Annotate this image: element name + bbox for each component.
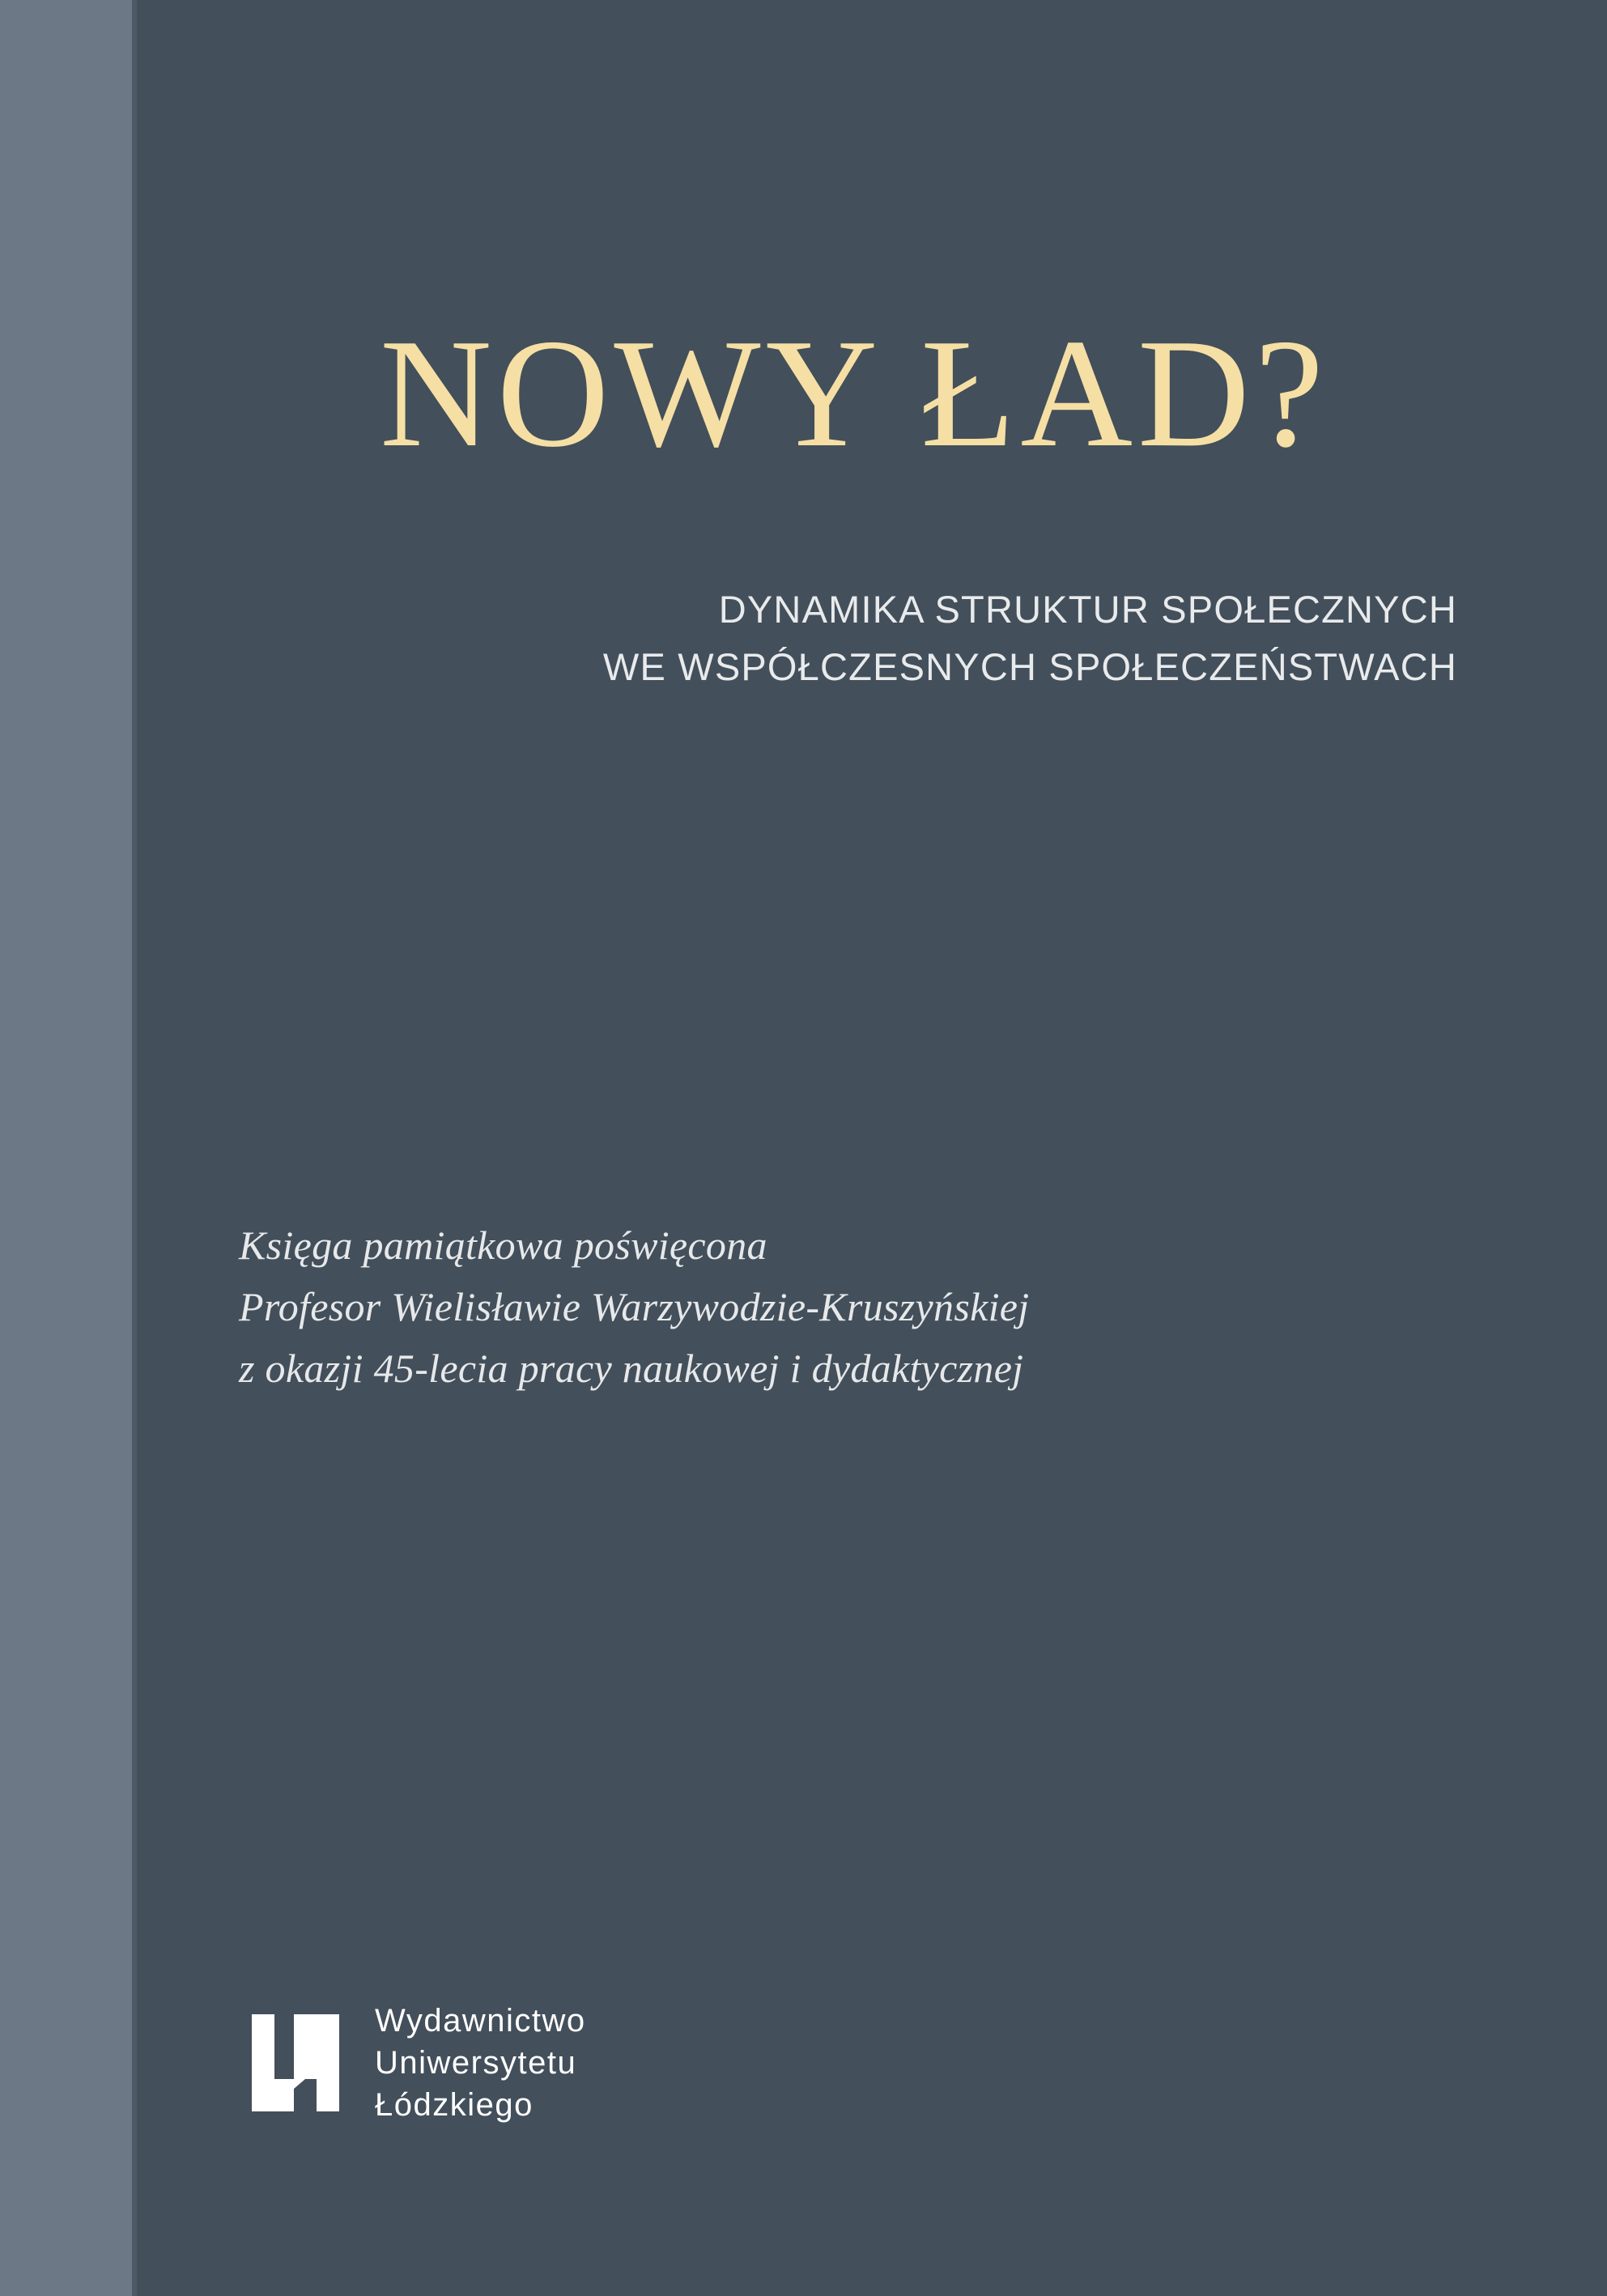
publisher-name bbox=[375, 2000, 586, 2126]
subtitle-line-1: DYNAMIKA STRUKTUR SPOŁECZNYCH bbox=[718, 588, 1457, 631]
dedication-line-1: Księga pamiątkowa poświęcona bbox=[239, 1222, 767, 1268]
subtitle-line-2: WE WSPÓŁCZESNYCH SPOŁECZEŃSTWACH bbox=[602, 644, 1457, 688]
dedication-line-3: z okazji 45-lecia pracy naukowej i dydaktycznej bbox=[239, 1346, 1024, 1391]
subtitle bbox=[243, 581, 1457, 695]
publisher-line-1: Wydawnictwo bbox=[375, 2003, 586, 2039]
dedication-line-2: Profesor Wielisławie Warzywodzie-Kruszyńskiej bbox=[239, 1284, 1030, 1329]
publisher-line-3: Łódzkiego bbox=[375, 2087, 534, 2123]
publisher-block bbox=[247, 2000, 586, 2126]
publisher-line-2: Uniwersytetu bbox=[375, 2045, 577, 2081]
dedication-text bbox=[239, 1214, 1372, 1399]
university-of-lodz-press-logo-icon bbox=[247, 2011, 351, 2115]
spine-strip bbox=[0, 0, 132, 2296]
spine-edge-line bbox=[132, 0, 137, 2296]
page-title: NOWY ŁAD? bbox=[380, 307, 1329, 479]
